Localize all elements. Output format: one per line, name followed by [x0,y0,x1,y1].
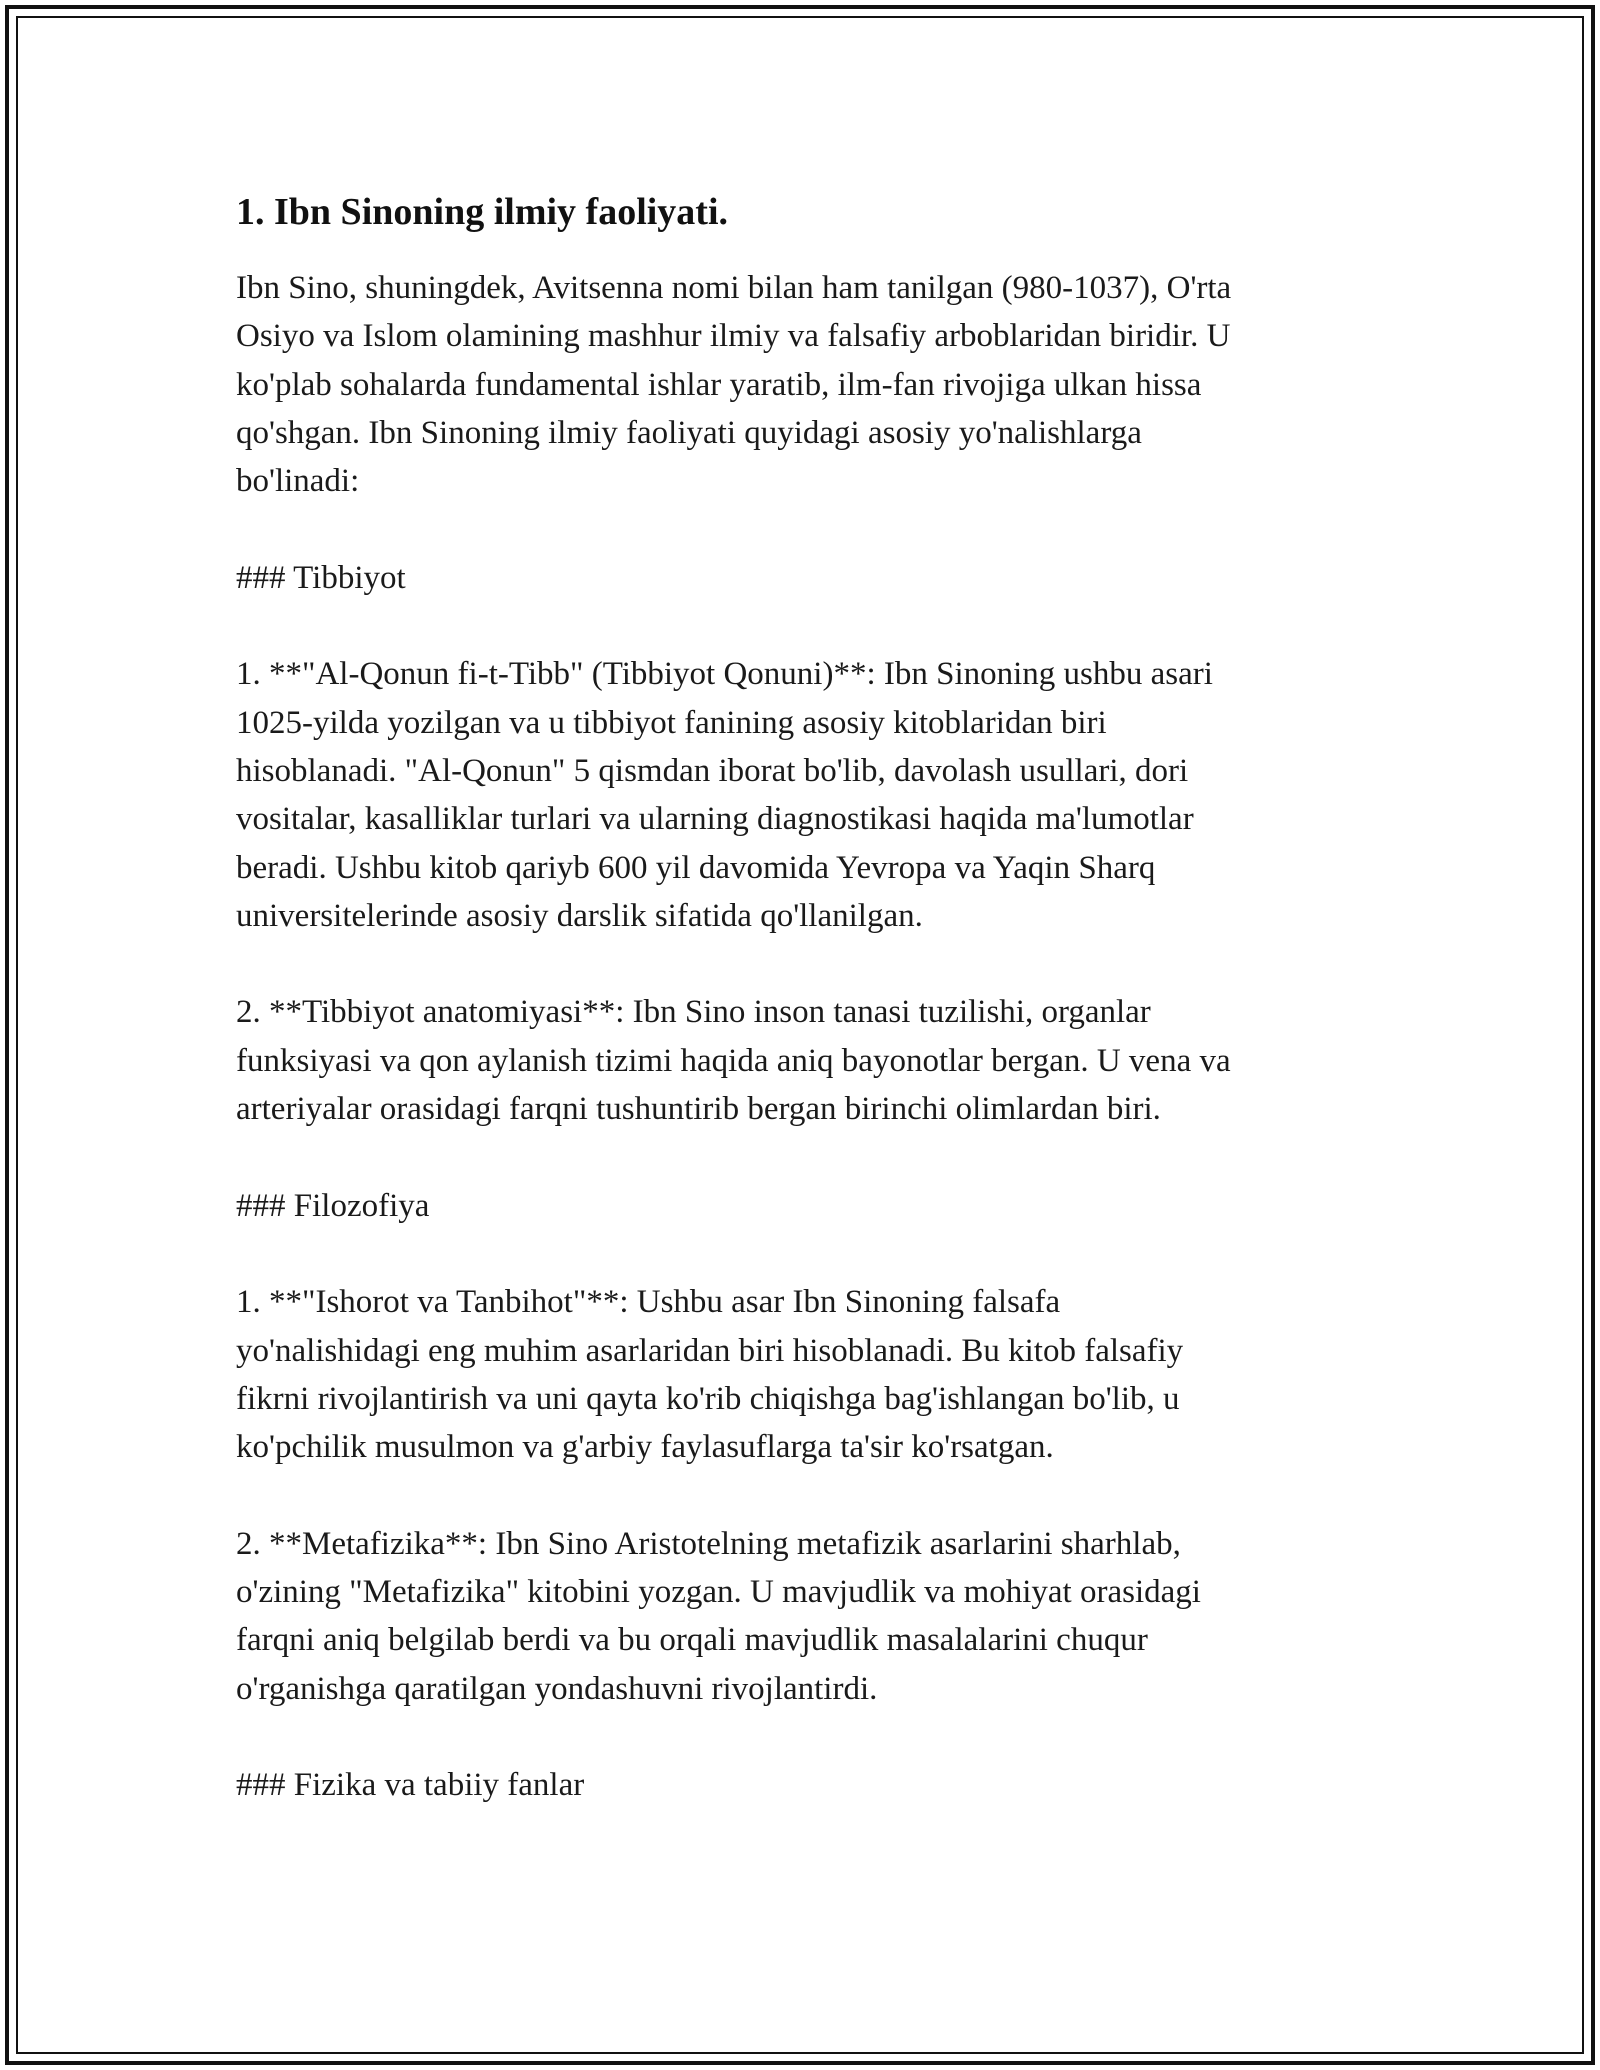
filozofiya-item-2: 2. **Metafizika**: Ibn Sino Aristotelning metafizik asarlarini sharhlab, o'zining "Metafizika" kitobini yozgan. U mavjudlik va mohiyat orasidagi farqni aniq belgilab berdi va bu orqali mavjudlik masalalarini chuqur o'rganishga qaratilgan yondashuvni rivojlantirdi. [236,1525,1201,1707]
tibbiyot-item-1: 1. **"Al-Qonun fi-t-Tibb" (Tibbiyot Qonuni)**: Ibn Sinoning ushbu asari 1025-yilda yozilgan va u tibbiyot fanining asosiy kitoblaridan biri hisoblanadi. "Al-Qonun" 5 qismdan iborat bo'lib, davolash usullari, dori vositalar, kasalliklar turlari va ularning diagnostikasi haqida ma'lumotlar beradi. Ushbu kitob qariyb 600 yil davomida Yevropa va Yaqin Sharq universitelerinde asosiy darslik sifatida qo'llanilgan. [236,656,1213,934]
filozofiya-item-1: 1. **"Ishorot va Tanbihot"**: Ushbu asar Ibn Sinoning falsafa yo'nalishidagi eng muhim asarlaridan biri hisoblanadi. Bu kitob falsafiy fikrni rivojlantirish va uni qayta ko'rib chiqishga bag'ishlangan bo'lib, u ko'pchilik musulmon va g'arbiy faylasuflarga ta'sir ko'rsatgan. [236,1284,1184,1466]
document-body [236,186,1386,1810]
spacer [236,505,1386,553]
tibbiyot-item-2: 2. **Tibbiyot anatomiyasi**: Ibn Sino inson tanasi tuzilishi, organlar funksiyasi va qon aylanish tizimi haqida aniq bayonotlar bergan. U vena va arteriyalar orasidagi farqni tushuntirib bergan birinchi olimlardan biri. [236,994,1231,1128]
spacer [236,602,1386,650]
spacer [236,1230,1386,1278]
spacer [236,1133,1386,1181]
spacer [236,940,1386,988]
spacer [236,1713,1386,1761]
section-heading-filozofiya: ### Filozofiya [236,1187,430,1224]
section-heading-tibbiyot: ### Tibbiyot [236,559,406,596]
document-title: 1. Ibn Sinoning ilmiy faoliyati. [236,191,729,233]
spacer [236,1471,1386,1519]
intro-paragraph: Ibn Sino, shuningdek, Avitsenna nomi bilan ham tanilgan (980-1037), O'rta Osiyo va Islom olamining mashhur ilmiy va falsafiy arboblaridan biridir. U ko'plab sohalarda fundamental ishlar yaratib, ilm-fan rivojiga ulkan hissa qo'shgan. Ibn Sinoning ilmiy faoliyati quyidagi asosiy yo'nalishlarga bo'linadi: [236,270,1232,500]
section-heading-fizika: ### Fizika va tabiiy fanlar [236,1767,585,1804]
